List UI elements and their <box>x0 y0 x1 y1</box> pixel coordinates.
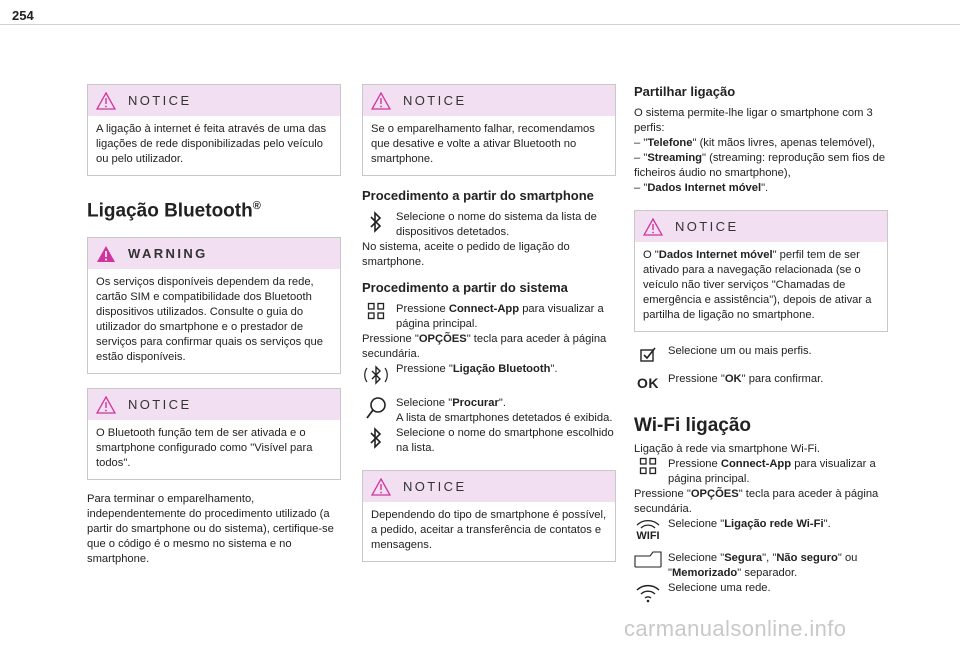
step-select-tab: Selecione "Segura", "Não seguro" ou "Memorizado" separador. <box>634 551 888 581</box>
step-options-text: Pressione "OPÇÕES" tecla para aceder à página secundária. <box>362 333 607 360</box>
notice-box <box>87 84 341 176</box>
step-bluetooth-connection: Pressione "Ligação Bluetooth". <box>362 362 616 390</box>
step-confirm-ok: OK Pressione "OK" para confirmar. <box>634 372 888 400</box>
heading-system-procedure: Procedimento a partir do sistema <box>362 280 568 295</box>
profile-telefone: – "Telefone" (kit mãos livres, apenas telemóvel), <box>634 137 875 149</box>
column-2 <box>362 36 616 574</box>
step-accept-text: No sistema, aceite o pedido de ligação do smartphone. <box>362 241 570 268</box>
column-3 <box>634 36 888 609</box>
notice-title: NOTICE <box>128 397 192 413</box>
warning-box <box>87 237 341 374</box>
wifi-intro: Ligação à rede via smartphone Wi-Fi. <box>634 443 820 455</box>
profile-streaming: – "Streaming" (streaming: reprodução sem fios de ficheiros áudio no smartphone), <box>634 152 886 179</box>
bluetooth-icon <box>362 210 390 238</box>
warning-title: WARNING <box>128 246 208 262</box>
notice-header <box>635 211 887 242</box>
checkbox-icon <box>634 344 662 372</box>
apps-grid-icon <box>634 457 662 485</box>
section-heading-wifi: Wi-Fi ligação <box>634 415 752 436</box>
notice-text: A ligação à internet é feita através de uma das ligações de rede disponibilizadas pelo veículo ou pelo utilizador. <box>96 123 327 165</box>
top-rule <box>0 24 960 25</box>
profile-data: – "Dados Internet móvel". <box>634 182 769 194</box>
notice-title: NOTICE <box>128 93 192 108</box>
warning-triangle-icon <box>96 245 116 263</box>
notice-text: Dependendo do tipo de smartphone é possível, a pedido, aceitar a transferência de contatos e mensagens. <box>371 509 607 551</box>
share-intro: O sistema permite-lhe ligar o smartphone com 3 perfis: <box>634 107 873 134</box>
bluetooth-search-icon <box>362 362 390 390</box>
notice-header <box>363 85 615 116</box>
step-wifi-network-connection: WIFI Selecione "Ligação rede Wi-Fi". <box>634 517 888 545</box>
step-search: Selecione "Procurar". A lista de smartphones detetados é exibida. <box>362 396 616 426</box>
notice-header <box>363 471 615 502</box>
section-heading-bluetooth: Ligação Bluetooth® <box>87 200 261 222</box>
wifi-signal-icon <box>634 581 662 609</box>
warning-triangle-icon <box>371 92 391 110</box>
warning-triangle-icon <box>643 218 663 236</box>
warning-triangle-icon <box>371 478 391 496</box>
notice-title: NOTICE <box>403 479 467 494</box>
warning-triangle-icon <box>96 92 116 110</box>
wifi-icon: WIFI <box>634 517 662 545</box>
notice-title: NOTICE <box>403 93 467 108</box>
warning-header <box>88 238 340 269</box>
notice-header <box>88 85 340 116</box>
notice-box <box>362 470 616 562</box>
paragraph-pairing: Para terminar o emparelhamento, independentemente do procedimento utilizado (a partir do smartphone ou do sistema), certifique-se que o código é o mesmo no sistema e no smartphone. <box>87 493 334 566</box>
apps-grid-icon <box>362 302 390 330</box>
tab-folder-icon <box>634 551 662 579</box>
wifi-options-text: Pressione "OPÇÕES" tecla para aceder à página secundária. <box>634 488 879 515</box>
notice-box <box>87 388 341 480</box>
watermark: carmanualsonline.info <box>624 616 847 641</box>
warning-triangle-icon <box>96 396 116 414</box>
notice-title: NOTICE <box>675 219 739 234</box>
bluetooth-icon <box>362 426 390 454</box>
notice-text: O "Dados Internet móvel" perfil tem de ser ativado para a navegação relacionada (se o veículo não tiver serviços "Chamadas de emergência e assistência"), depois de ativar a partilha de ligação no smartphone. <box>643 249 872 321</box>
notice-header <box>88 389 340 420</box>
column-1 <box>87 36 341 567</box>
notice-text: O Bluetooth função tem de ser ativada e o smartphone configurado como "Visível para todos". <box>96 427 313 470</box>
warning-text: Os serviços disponíveis dependem da rede, cartão SIM e compatibilidade dos Bluetooth dispositivos utilizados. Consulte o guia do utilizador do smartphone e o prestador de serviços para confirmar quais os serviços que estão disponíveis. <box>96 276 323 364</box>
search-icon <box>362 396 390 424</box>
notice-box <box>634 210 888 332</box>
step-select-network: Selecione uma rede. <box>634 581 888 609</box>
step-select-system: Selecione o nome do sistema da lista de dispositivos detetados. <box>362 210 616 240</box>
notice-text: Se o emparelhamento falhar, recomendamos que desative e volte a ativar Bluetooth no smartphone. <box>371 123 595 165</box>
notice-box <box>362 84 616 176</box>
step-wifi-connect-app: Pressione Connect-App para visualizar a página principal. <box>634 457 888 487</box>
step-select-profiles: Selecione um ou mais perfis. <box>634 344 888 372</box>
step-select-smartphone: Selecione o nome do smartphone escolhido na lista. <box>362 426 616 456</box>
heading-share-connection: Partilhar ligação <box>634 84 736 99</box>
step-connect-app: Pressione Connect-App para visualizar a página principal. <box>362 302 616 332</box>
ok-icon: OK <box>637 375 659 391</box>
page-number: 254 <box>12 8 34 23</box>
heading-smartphone-procedure: Procedimento a partir do smartphone <box>362 188 594 203</box>
